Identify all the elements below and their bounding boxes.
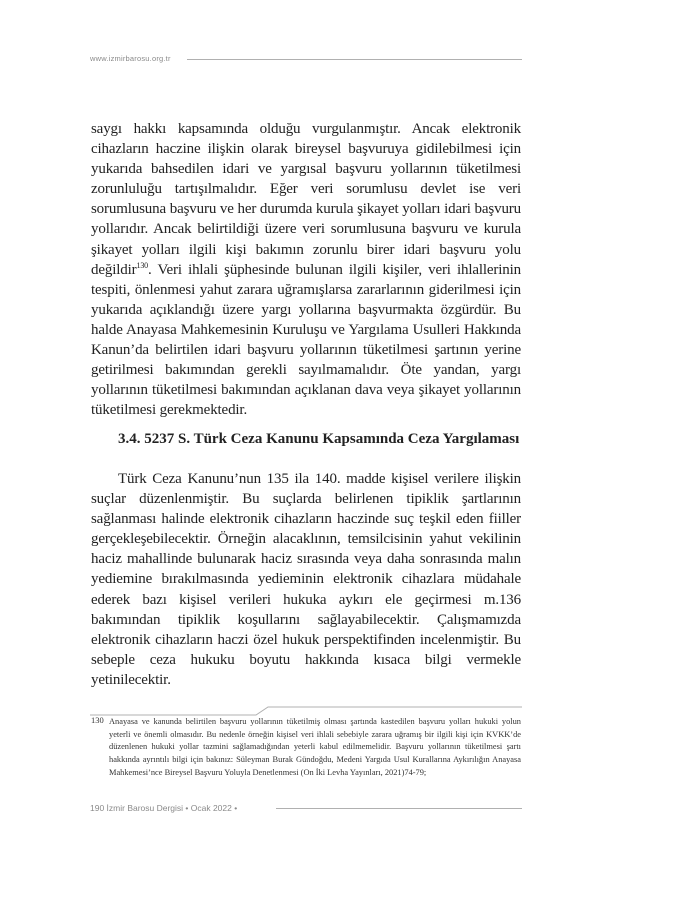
page-footer [90,801,522,815]
footer-rule [276,808,522,809]
section-heading: 3.4. 5237 S. Türk Ceza Kanunu Kapsamında Ceza Yargılaması [118,431,520,447]
footer-text: 190 İzmir Barosu Dergisi • Ocak 2022 • [90,803,238,813]
header-rule [187,59,522,60]
body-text [91,119,521,420]
section-paragraph: Türk Ceza Kanunu’nun 135 ila 140. madde kişisel verilere ilişkin suçlar düzenlenmiştir. Bu suçlarda belirlenen tipiklik şartlarının sağlanması halinde elektronik cihazların haczinde suç teşkil eden fiiller gerçekleşebilecektir. Örneğin alacaklının, temsilcisinin yahut vekilinin haciz mahallinde bulunarak haciz sırasında veya daha sonrasında malın yediemine bırakılmasında yedieminin elektronik cihazlara müdahale ederek bazı kişisel verileri hukuka aykırı ele geçirmesi m.136 bakımından tipiklik koşullarını sağlayabilecektir. Çalışmamızda elektronik cihazların haczi özel hukuk perspektifinden incelenmiştir. Bu sebeple ceza hukuku boyutu hakkında kısaca bilgi vermekle yetinilecektir. [91,471,521,688]
body-paragraph-part2: . Veri ihlali şüphesinde bulunan ilgili kişiler, veri ihlallerinin tespiti, önlenmesi yahut zarara uğramışlarsa zararlarının giderilmesi için yukarıda açıklandığı üzere yargı yollarına başvurmakta özgürdür. Bu halde Anayasa Mahkemesinin Kuruluşu ve Yargılama Usulleri Hakkında Kanun’da belirtilen idari başvuru yollarının tüketilmesi şartının yerine getirilmesi bakımından gerekli sayılmamalıdır. Öte yandan, yargı yollarının tüketilmesi bakımından açıklanan dava veya şikayet yollarının tüketilmesi gerekmektedir. [91,261,521,419]
body-paragraph [91,119,521,420]
footnote-reference[interactable]: 130 [136,260,149,270]
page-header [90,52,522,66]
section-body [91,469,521,690]
footnote-text: Anayasa ve kanunda belirtilen başvuru yollarının tüketilmiş olması şartında kastedilen başvuru yolları hukuki yolun yeterli ve önemli olmasıdır. Bu nedenle örneğin kişisel veri ihlali sebebiyle zarara uğramış bir ilgili kişi için KVKK’de düzenlenen hukuki yollar tazmini sağlamadığından yeterli kabul edilmemelidir. Başvuru yollarının tüketilmesi şartı hakkında ayrıntılı bilgi için bakınız: Süleyman Burak Gündoğdu, Medeni Yargıda Usul Kurallarına Aykırılığın Anayasa Mahkemesi’nce Bireysel Başvuru Yoluyla Denetlenmesi (On İki Levha Yayınları, 2021)74-79; [109,717,521,777]
body-paragraph-part1: saygı hakkı kapsamında olduğu vurgulanmıştır. Ancak elektronik cihazların haczine ilişkin olarak bireysel başvuruya gidilebilmesi için yukarıda bahsedilen idari ve yargısal başvuru yollarının tüketilmesi zorunluluğu tartışılmalıdır. Eğer veri sorumlusu devlet ise veri sorumlusuna başvuru ve her durumda kurula şikayet yolları idari başvuru yollarıdır. Ancak belirtildiği üzere veri sorumlusuna başvuru ve kurula şikayet yolları ilgili kişi bakımın zorunlu birer idari başvuru yolu değildir [91,121,521,278]
header-url: www.izmirbarosu.org.tr [90,54,171,63]
footnote [91,716,521,780]
footnote-number: 130 [91,715,104,725]
